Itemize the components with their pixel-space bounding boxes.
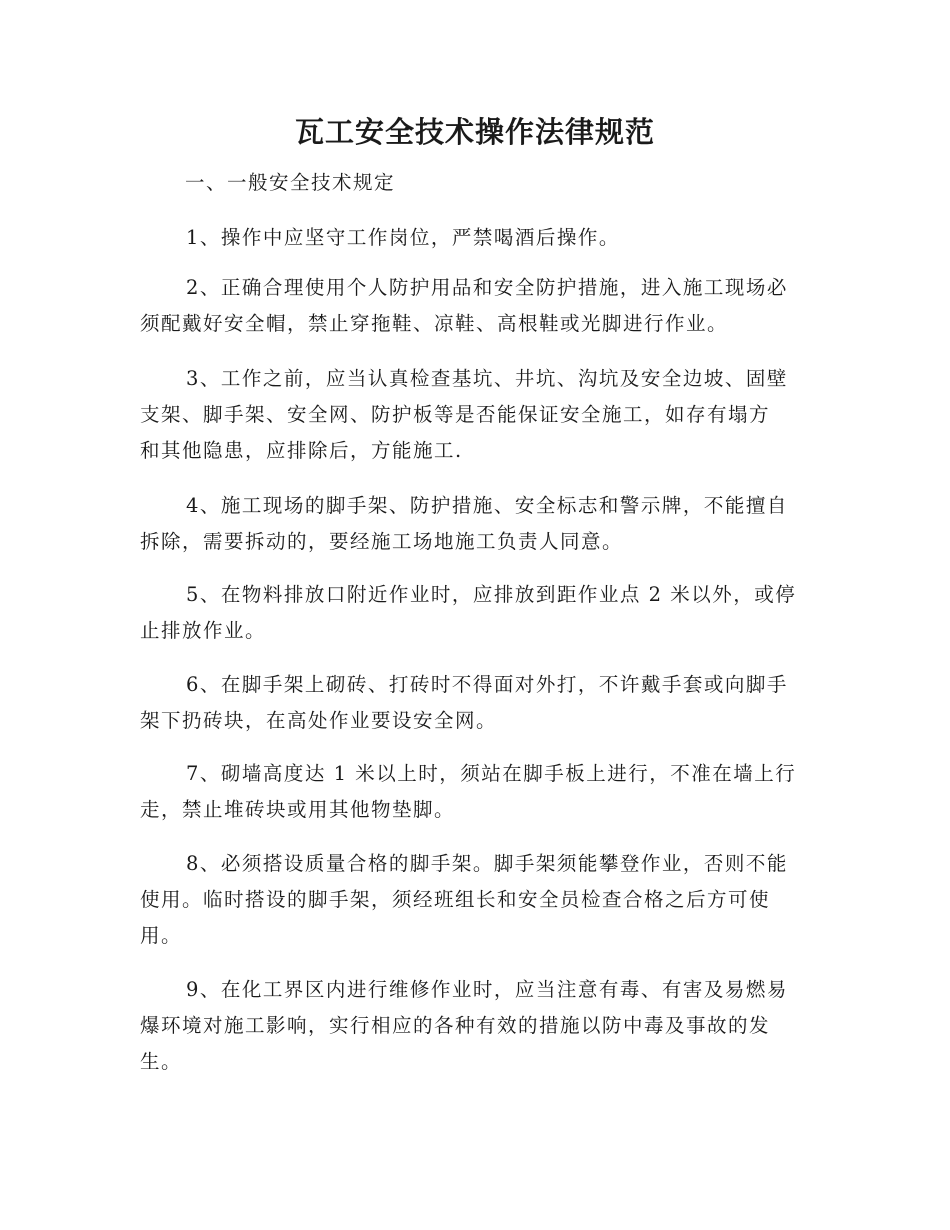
paragraph-line: 3、工作之前，应当认真检查基坑、井坑、沟坑及安全边坡、固壁 [186, 367, 788, 390]
paragraph-line: 9、在化工界区内进行维修作业时，应当注意有毒、有害及易燃易 [186, 978, 788, 1001]
paragraph-line: 4、施工现场的脚手架、防护措施、安全标志和警示牌，不能擅自 [186, 494, 788, 517]
paragraph-line: 5、在物料排放口附近作业时，应排放到距作业点 2 米以外，或停 [186, 583, 797, 606]
page-title: 瓦工安全技术操作法律规范 [294, 115, 655, 149]
paragraph-5 [140, 577, 810, 649]
paragraph-4 [140, 488, 810, 560]
paragraph-8 [140, 846, 810, 954]
paragraph-line: 走，禁止堆砖块或用其他物垫脚。 [140, 798, 456, 821]
paragraph-line: 拆除，需要拆动的，要经施工场地施工负责人同意。 [140, 530, 624, 553]
paragraph-1 [140, 220, 810, 256]
paragraph-line: 7、砌墙高度达 1 米以上时，须站在脚手板上进行，不准在墙上行 [186, 762, 797, 785]
paragraph-line: 8、必须搭设质量合格的脚手架。脚手架须能攀登作业，否则不能 [186, 852, 788, 875]
paragraph-line: 用。 [140, 924, 183, 947]
section-heading: 一、一般安全技术规定 [185, 171, 396, 194]
paragraph-9 [140, 972, 810, 1080]
paragraph-line: 爆环境对施工影响，实行相应的各种有效的措施以防中毒及事故的发 [140, 1014, 771, 1037]
paragraph-7 [140, 756, 810, 828]
paragraph-line: 支架、脚手架、安全网、防护板等是否能保证安全施工，如存有塌方 [140, 403, 771, 426]
paragraph-line: 须配戴好安全帽，禁止穿拖鞋、凉鞋、高根鞋或光脚进行作业。 [140, 312, 729, 335]
paragraph-2 [140, 270, 810, 342]
paragraph-line: 使用。临时搭设的脚手架，须经班组长和安全员检查合格之后方可使 [140, 888, 771, 911]
paragraph-line: 2、正确合理使用个人防护用品和安全防护措施，进入施工现场必 [186, 276, 788, 299]
paragraph-line: 止排放作业。 [140, 619, 267, 642]
paragraph-line: 架下扔砖块，在高处作业要设安全网。 [140, 709, 498, 732]
paragraph-line: 6、在脚手架上砌砖、打砖时不得面对外打，不许戴手套或向脚手 [186, 673, 788, 696]
paragraph-line: 生。 [140, 1050, 183, 1073]
paragraph-6 [140, 667, 810, 739]
paragraph-line: 和其他隐患，应排除后，方能施工. [140, 439, 463, 462]
paragraph-line: 1、操作中应坚守工作岗位，严禁喝酒后操作。 [186, 226, 620, 249]
paragraph-3 [140, 361, 810, 469]
